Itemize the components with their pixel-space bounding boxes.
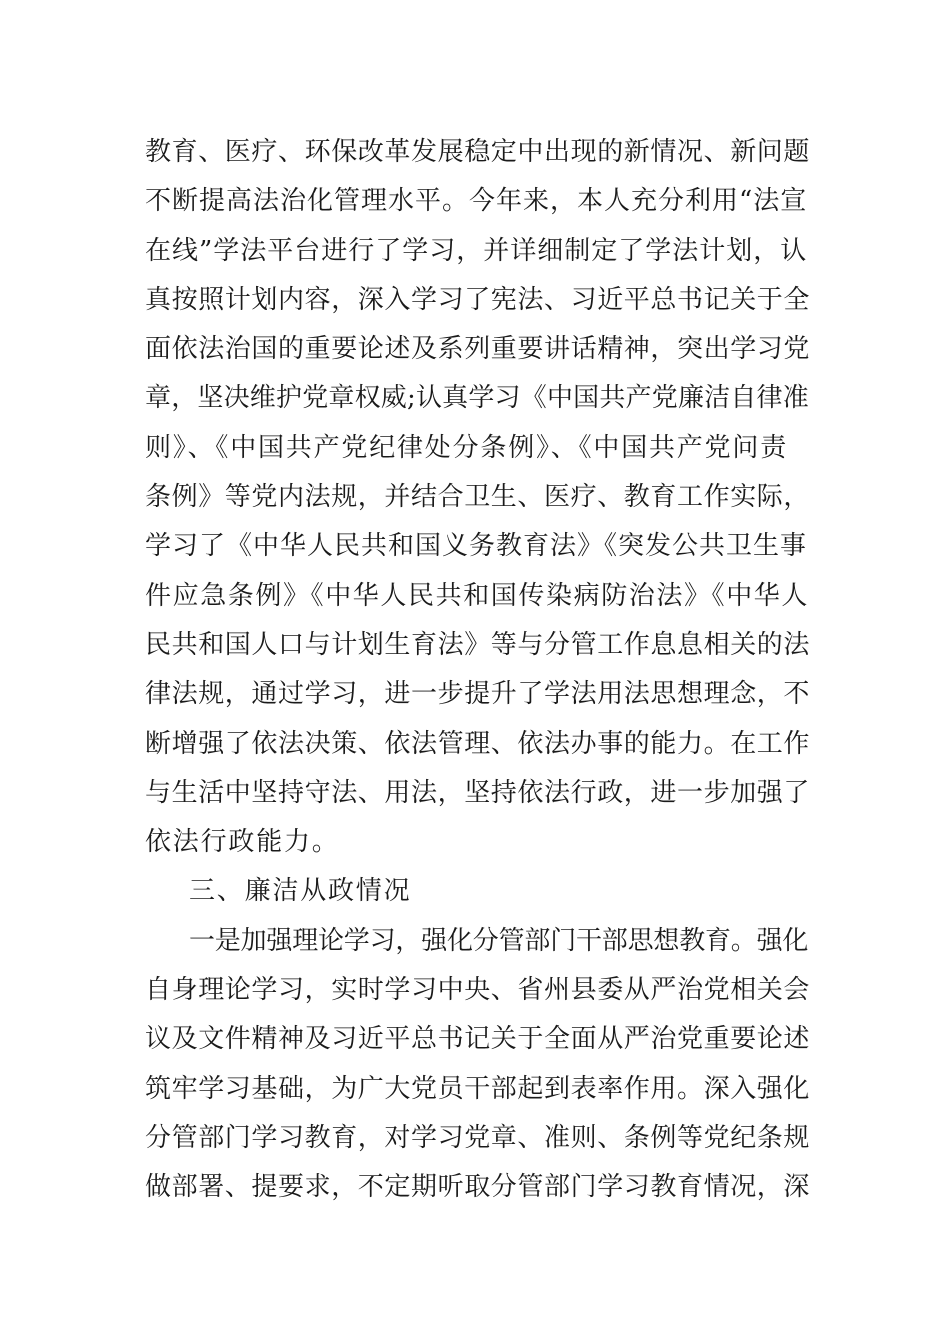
text-line: 做部署、提要求，不定期听取分管部门学习教育情况，深 — [145, 1172, 811, 1203]
text-line: 则》、《中国共产党纪律处分条例》、《中国共产党问责 — [145, 432, 789, 463]
text-line: 自身理论学习，实时学习中央、省州县委从严治党相关会 — [145, 975, 811, 1006]
text-line: 学习了《中华人民共和国义务教育法》《突发公共卫生事 — [145, 531, 808, 562]
text-line: 教育、医疗、环保改革发展稳定中出现的新情况、新问题 — [145, 137, 811, 167]
text-line: 民共和国人口与计划生育法》等与分管工作息息相关的法 — [145, 629, 811, 660]
text-line: 一是加强理论学习，强化分管部门干部思想教育。强化 — [189, 925, 809, 956]
text-line: 筑牢学习基础，为广大党员干部起到表率作用。深入强化 — [145, 1073, 811, 1104]
section-heading: 三、廉洁从政情况 — [189, 876, 412, 907]
text-line: 面依法治国的重要论述及系列重要讲话精神，突出学习党 — [145, 334, 811, 365]
text-line: 真按照计划内容，深入学习了宪法、习近平总书记关于全 — [145, 284, 811, 315]
text-line: 件应急条例》《中华人民共和国传染病防治法》《中华人 — [145, 580, 810, 611]
body-text — [145, 128, 810, 1213]
text-line: 断增强了依法决策、依法管理、依法办事的能力。在工作 — [145, 728, 811, 759]
text-line: 不断提高法治化管理水平。今年来，本人充分利用“法宣 — [145, 186, 808, 217]
text-line: 分管部门学习教育，对学习党章、准则、条例等党纪条规 — [145, 1122, 811, 1153]
text-line: 依法行政能力。 — [145, 827, 340, 858]
text-line: 律法规，通过学习，进一步提升了学法用法思想理念，不 — [145, 679, 811, 710]
text-line: 与生活中坚持守法、用法，坚持依法行政，进一步加强了 — [145, 777, 811, 808]
text-line: 条例》等党内法规，并结合卫生、医疗、教育工作实际， — [145, 482, 811, 513]
text-line: 章，坚决维护党章权威;认真学习《中国共产党廉洁自律准 — [145, 383, 809, 414]
text-line: 在线”学法平台进行了学习，并详细制定了学法计划，认 — [145, 235, 808, 266]
text-line: 议及文件精神及习近平总书记关于全面从严治党重要论述 — [145, 1024, 811, 1055]
